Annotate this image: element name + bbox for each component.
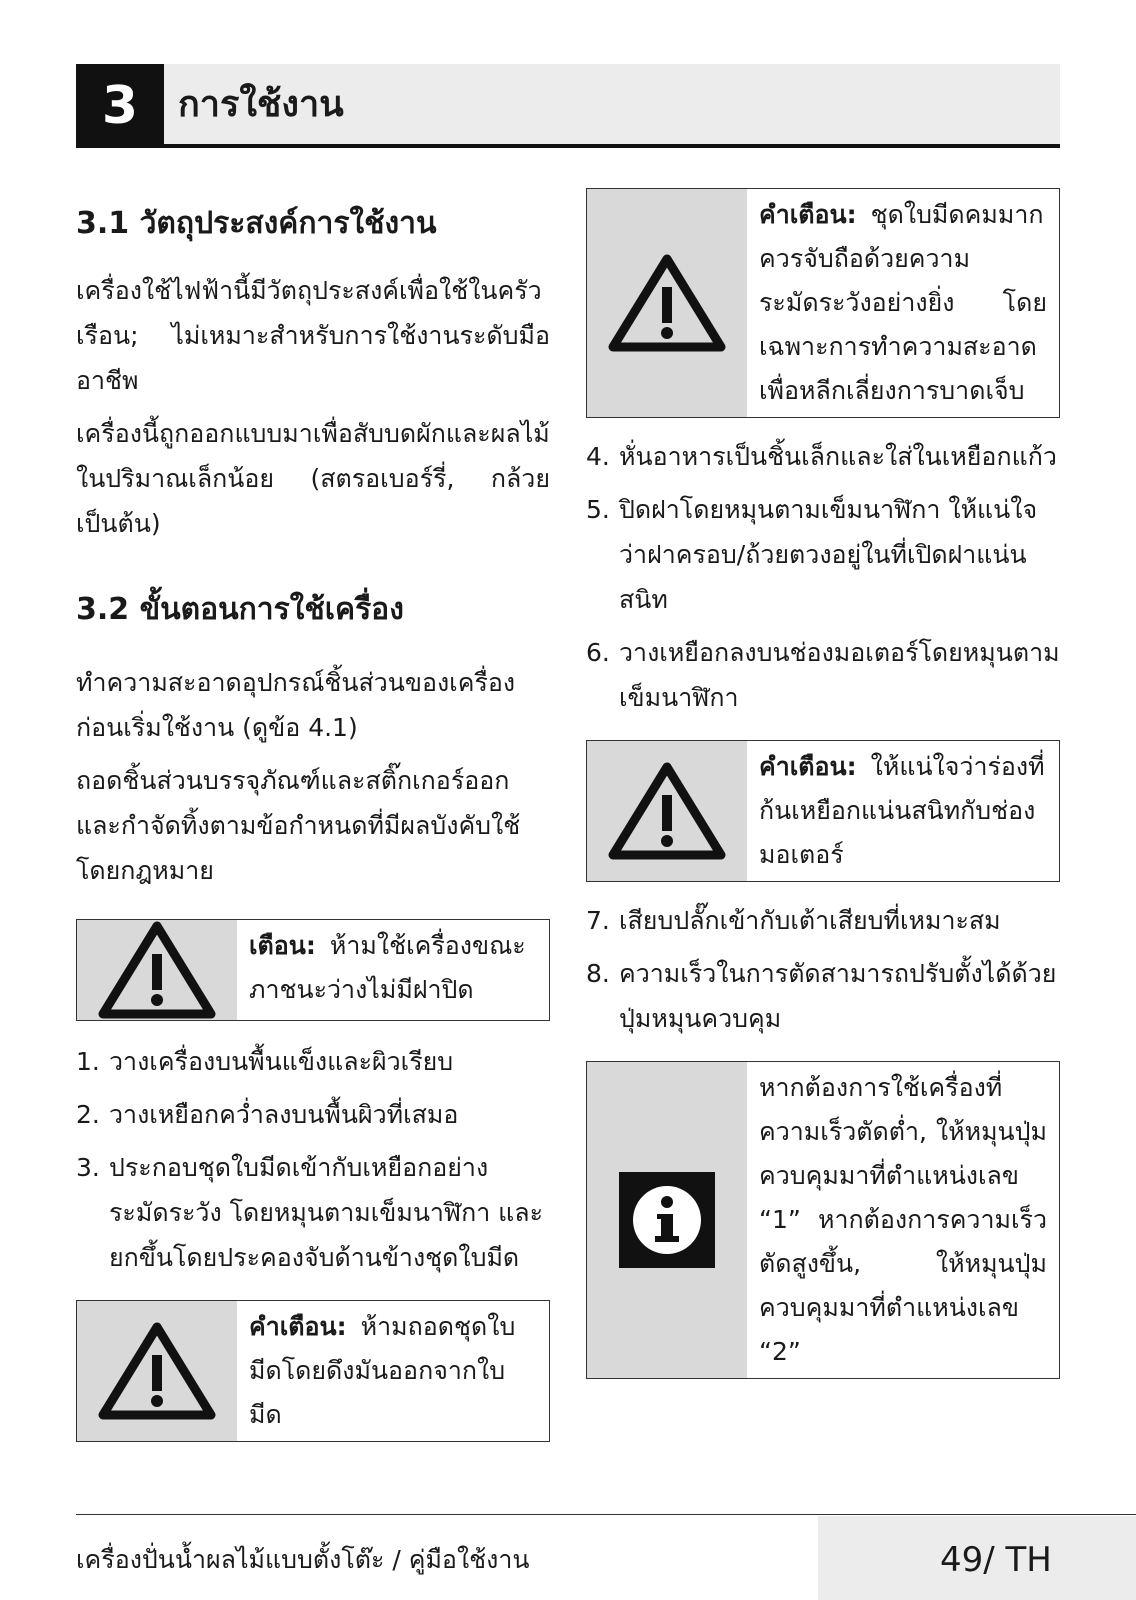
- steps-list: [586, 434, 1060, 720]
- warning-triangle-icon: [77, 920, 237, 1020]
- warning-text: ชุดใบมีดคมมาก ควรจับถือด้วยความระมัดระวังอย่างยิ่ง โดยเฉพาะการทำความสะอาด เพื่อหลีกเลี่ยงการบาดเจ็บ: [759, 200, 1047, 405]
- section-3-2-heading: 3.2 ขั้นตอนการใช้เครื่อง: [76, 592, 404, 627]
- warning-text: ห้ามถอดชุดใบมีดโดยดึงมันออกจากใบมีด: [249, 1312, 516, 1429]
- list-item: 8. ความเร็วในการตัดสามารถปรับตั้งได้ด้วยปุ่มหมุนควบคุม: [586, 959, 1057, 1033]
- section-3-1-heading: 3.1 วัตถุประสงค์การใช้งาน: [76, 206, 437, 241]
- steps-list: [586, 898, 1060, 1041]
- paragraph: เครื่องใช้ไฟฟ้านี้มีวัตถุประสงค์เพื่อใช้ในครัวเรือน; ไม่เหมาะสำหรับการใช้งานระดับมืออาชีพ: [76, 276, 550, 395]
- warning-box: [76, 919, 550, 1021]
- warning-box: [586, 740, 1060, 882]
- page-number: 49/ TH: [940, 1540, 1052, 1580]
- steps-list: [76, 1039, 550, 1280]
- chapter-title: การใช้งาน: [178, 84, 344, 125]
- warning-triangle-icon: [587, 741, 747, 881]
- footer-document-title: เครื่องปั่นน้ำผลไม้แบบตั้งโต๊ะ / คู่มือใช้งาน: [76, 1545, 530, 1574]
- right-column: [586, 188, 1060, 1379]
- info-text: หากต้องการใช้เครื่องที่ความเร็วตัดต่ำ, ให้หมุนปุ่มควบคุมมาที่ตำแหน่งเลข “1” หากต้องการความเร็วตัดสูงขึ้น, ให้หมุนปุ่มควบคุมมาที่ตำแหน่งเลข “2”: [759, 1073, 1047, 1366]
- left-column: [76, 180, 550, 1442]
- paragraph: ถอดชิ้นส่วนบรรจุภัณฑ์และสติ๊กเกอร์ออก และกำจัดทิ้งตามข้อกำหนดที่มีผลบังคับใช้โดยกฎหมาย: [76, 766, 521, 885]
- info-icon: [587, 1062, 747, 1378]
- warning-label: คำเตือน:: [249, 1312, 347, 1341]
- warning-text: ห้ามใช้เครื่องขณะภาชนะว่างไม่มีฝาปิด: [249, 931, 526, 1004]
- list-item: 1. วางเครื่องบนพื้นแข็งและผิวเรียบ: [76, 1047, 454, 1076]
- info-box: [586, 1061, 1060, 1379]
- warning-text: ให้แน่ใจว่าร่องที่ก้นเหยือกแน่นสนิทกับช่องมอเตอร์: [759, 752, 1045, 869]
- warning-box: [586, 188, 1060, 418]
- warning-label: คำเตือน:: [759, 200, 857, 229]
- footer-divider: [76, 1514, 1136, 1515]
- list-item: 5. ปิดฝาโดยหมุนตามเข็มนาฬิกา ให้แน่ใจว่าฝาครอบ/ถ้วยตวงอยู่ในที่เปิดฝาแน่นสนิท: [586, 495, 1038, 614]
- warning-box: [76, 1300, 550, 1442]
- list-item: 2. วางเหยือกคว่ำลงบนพื้นผิวที่เสมอ: [76, 1100, 459, 1129]
- list-item: 4. หั่นอาหารเป็นชิ้นเล็กและใส่ในเหยือกแก้ว: [586, 442, 1057, 471]
- list-item: 3. ประกอบชุดใบมีดเข้ากับเหยือกอย่างระมัดระวัง โดยหมุนตามเข็มนาฬิกา และยกขึ้นโดยประคองจับด้านข้างชุดใบมีด: [76, 1153, 544, 1272]
- warning-label: เตือน:: [249, 931, 316, 960]
- warning-label: คำเตือน:: [759, 752, 857, 781]
- list-item: 7. เสียบปลั๊กเข้ากับเต้าเสียบที่เหมาะสม: [586, 906, 1001, 935]
- chapter-number: 3: [76, 64, 164, 148]
- paragraph: ทำความสะอาดอุปกรณ์ชิ้นส่วนของเครื่องก่อนเริ่มใช้งาน (ดูข้อ 4.1): [76, 668, 516, 742]
- warning-triangle-icon: [587, 189, 747, 417]
- list-item: 6. วางเหยือกลงบนช่องมอเตอร์โดยหมุนตามเข็มนาฬิกา: [586, 638, 1060, 712]
- warning-triangle-icon: [77, 1301, 237, 1441]
- paragraph: เครื่องนี้ถูกออกแบบมาเพื่อสับบดผักและผลไม้ในปริมาณเล็กน้อย (สตรอเบอร์รี่, กล้วย เป็นต้น): [76, 419, 550, 538]
